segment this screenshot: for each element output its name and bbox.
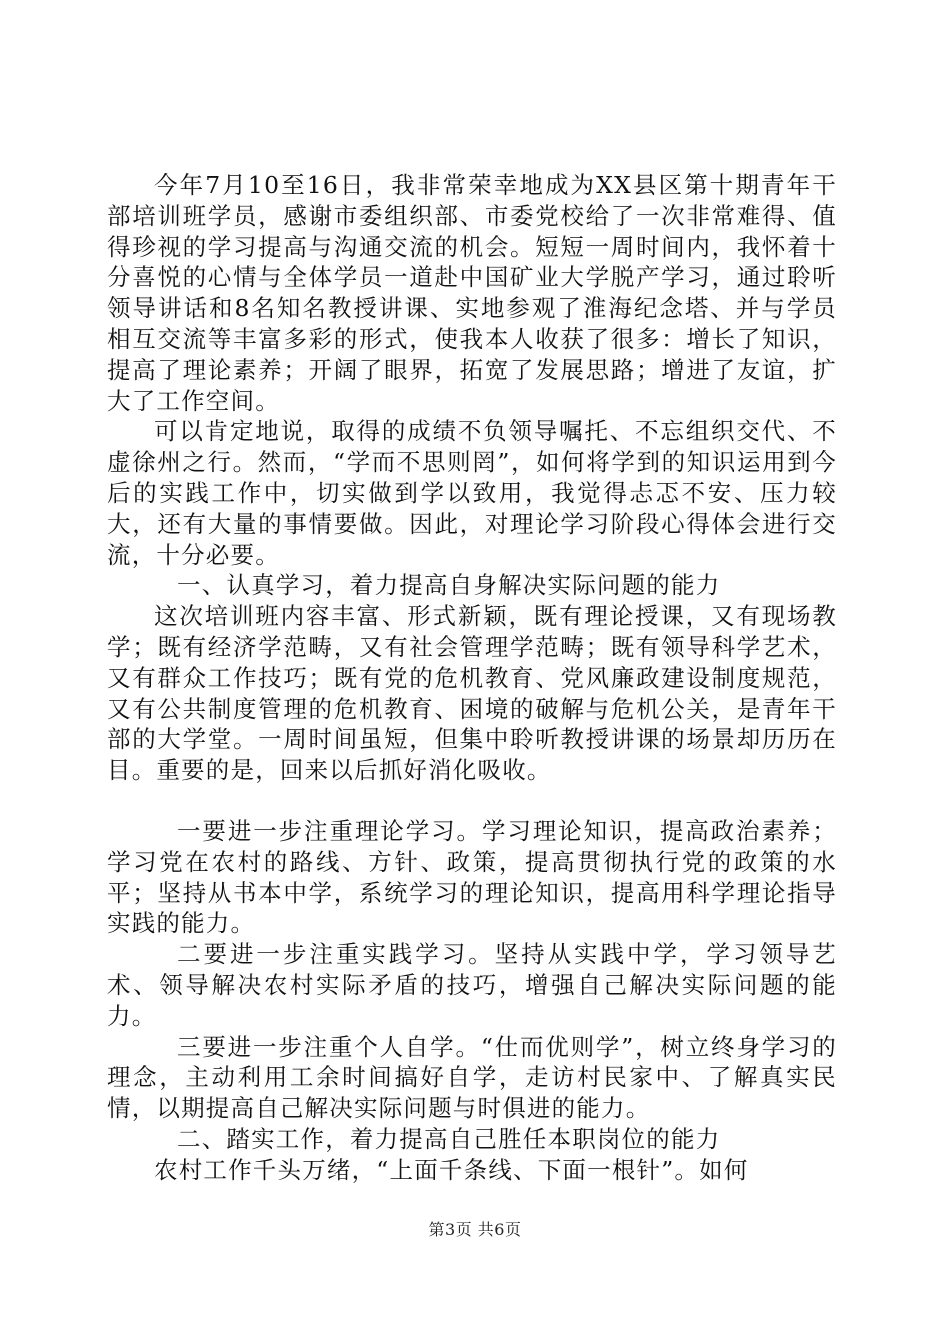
paragraph-self-study: 三要进一步注重个人自学。“仕而优则学”，树立终身学习的理念，主动利用工余时间搞好自学，走访村民家中、了解真实民情，以期提高自己解决实际问题与时俱进的能力。 [107, 1032, 837, 1123]
paragraph-rural-work: 农村工作千头万绪，“上面千条线、下面一根针”。如何 [154, 1155, 749, 1184]
paragraph-intro: 今年7月10至16日，我非常荣幸地成为XX县区第十期青年干部培训班学员，感谢市委组织部、市委党校给了一次非常难得、值得珍视的学习提高与沟通交流的机会。短短一周时间内，我怀着十分喜悦的心情与全体学员一道赴中国矿业大学脱产学习，通过聆听领导讲话和8名知名教授讲课、实地参观了淮海纪念塔、并与学员相互交流等丰富多彩的形式，使我本人收获了很多：增长了知识，提高了理论素养；开阔了眼界，拓宽了发展思路；增进了友谊，扩大了工作空间。 [107, 171, 837, 415]
paragraph-practice-study: 二要进一步注重实践学习。坚持从实践中学，学习领导艺术、领导解决农村实际矛盾的技巧，增强自己解决实际问题的能力。 [107, 940, 837, 1030]
paragraph-training-content: 这次培训班内容丰富、形式新颖，既有理论授课，又有现场教学；既有经济学范畴，又有社会管理学范畴；既有领导科学艺术，又有群众工作技巧；既有党的危机教育、党风廉政建设制度规范，又有公共制度管理的危机教育、困境的破解与危机公关，是青年干部的大学堂。一周时间虽短，但集中聆听教授讲课的场景却历历在目。重要的是，回来以后抓好消化吸收。 [107, 602, 837, 785]
section-heading-1: 一、认真学习，着力提高自身解决实际问题的能力 [177, 571, 721, 600]
section-heading-2: 二、踏实工作，着力提高自己胜任本职岗位的能力 [177, 1124, 721, 1153]
paragraph-affirmation: 可以肯定地说，取得的成绩不负领导嘱托、不忘组织交代、不虚徐州之行。然而，“学而不思则罔”，如何将学到的知识运用到今后的实践工作中，切实做到学以致用，我觉得忐忑不安、压力较大，还有大量的事情要做。因此，对理论学习阶段心得体会进行交流，十分必要。 [107, 417, 837, 569]
document-body [107, 170, 837, 1186]
paragraph-theory-study: 一要进一步注重理论学习。学习理论知识，提高政治素养；学习党在农村的路线、方针、政策，提高贯彻执行党的政策的水平；坚持从书本中学，系统学习的理论知识，提高用科学理论指导实践的能力。 [107, 816, 837, 938]
paragraph-gap [107, 786, 837, 816]
page-number-footer: 第3页 共6页 [428, 1220, 522, 1239]
